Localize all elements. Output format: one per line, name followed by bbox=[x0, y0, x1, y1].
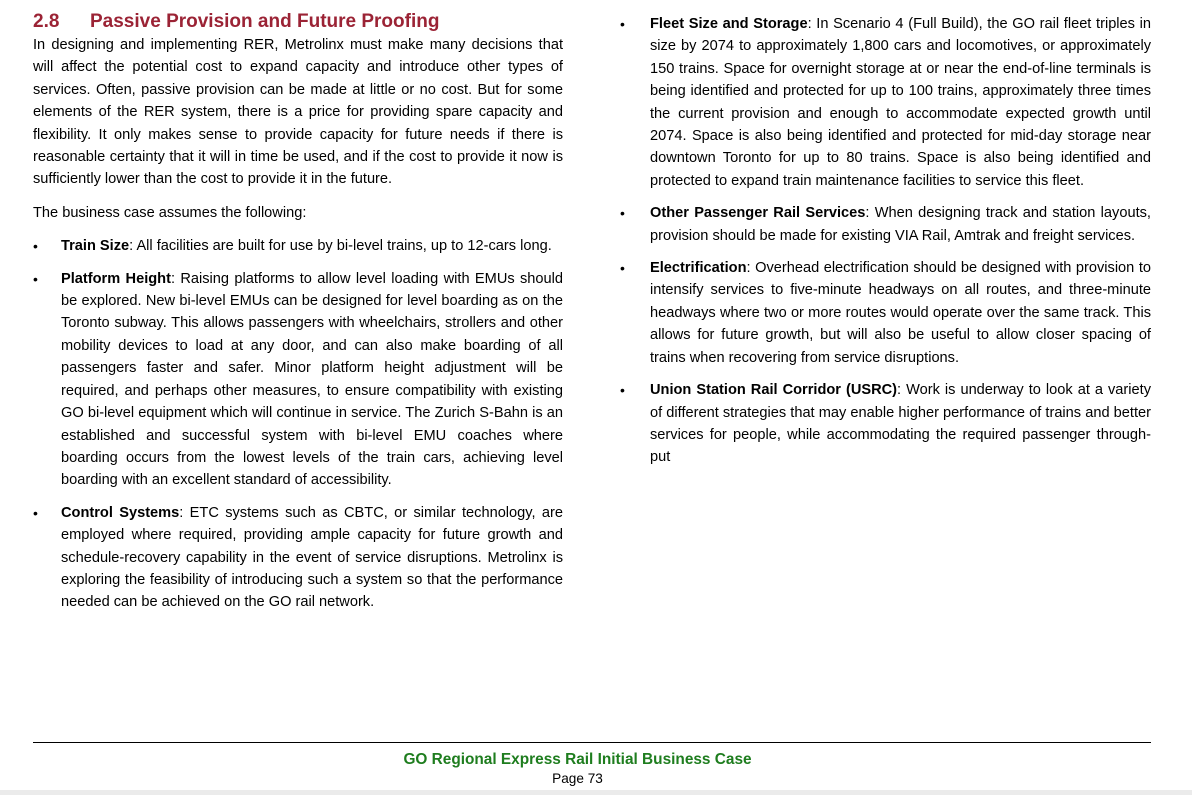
bullet-usrc bbox=[620, 379, 1151, 469]
bullet-platform-height bbox=[33, 268, 563, 492]
bullet-term: Control Systems bbox=[61, 504, 180, 521]
section-heading bbox=[33, 10, 563, 34]
bullet-fleet-size-storage bbox=[620, 13, 1151, 192]
bullet-text: : All facilities are built for use by bi-level trains, up to 12-cars long. bbox=[129, 238, 552, 255]
page-number: Page 73 bbox=[552, 771, 603, 786]
bullet-term: Union Station Rail Corridor (USRC) bbox=[650, 382, 898, 399]
intro-paragraph: In designing and implementing RER, Metrolinx must make many decisions that will affect the potential cost to expand capacity and introduce other types of services. Often, passive provision can be made at little or no cost. But for some elements of the RER system, there is a price for providing spare capacity and flexibility. It only makes sense to provide capacity for future needs if there is reasonable certainty that it will in time be used, and if the cost to provide it now is sufficiently lower than the cost to provide it in the future. bbox=[33, 37, 563, 188]
bullet-dot: • bbox=[620, 205, 625, 222]
section-title: Passive Provision and Future Proofing bbox=[90, 11, 440, 32]
bullet-term: Fleet Size and Storage bbox=[650, 16, 808, 32]
assumptions-intro: The business case assumes the following: bbox=[33, 204, 307, 221]
bullet-text: : When designing track and station layouts, provision should be made for existing VIA Rail, Amtrak and freight services. bbox=[650, 205, 1151, 244]
footer-rule bbox=[33, 742, 1151, 743]
bullet-dot: • bbox=[620, 260, 625, 277]
bullet-dot: • bbox=[33, 504, 38, 521]
bullet-control-systems bbox=[33, 502, 563, 614]
bullet-dot: • bbox=[620, 16, 625, 32]
bullet-electrification bbox=[620, 257, 1151, 369]
bullet-term: Train Size bbox=[61, 238, 130, 255]
bullet-term: Platform Height bbox=[61, 270, 171, 287]
bullet-term: Other Passenger Rail Services bbox=[650, 205, 866, 222]
bullet-train-size bbox=[33, 235, 563, 257]
bullet-text: : ETC systems such as CBTC, or similar technology, are employed where required, providing ample capacity for future growth and schedule-recovery capability in the event of service disruptions. Metrolinx is exploring the feasibility of introducing such a system so that the performance needed can be achieved on the GO rail network. bbox=[61, 504, 563, 611]
bullet-term: Electrification bbox=[650, 260, 747, 277]
bullet-other-passenger-rail bbox=[620, 202, 1151, 247]
page-edge bbox=[0, 790, 1192, 795]
bullet-text: : In Scenario 4 (Full Build), the GO rail fleet triples in size by 2074 to approximately 1,800 cars and locomotives, or approximately 150 trains. Space for overnight storage at or near the end-of-line terminals is being identified and protected for up to 100 trains, approximately three times the current provision and enough to accommodate expected growth until 2074. Space is also being identified and protected for mid-day storage near downtown Toronto for up to 80 trains. Space is also being identified and protected to expand train maintenance facilities to service this fleet. bbox=[650, 16, 1151, 189]
bullet-dot: • bbox=[33, 270, 38, 287]
footer-title: GO Regional Express Rail Initial Business Case bbox=[403, 751, 752, 768]
bullet-text: : Work is underway to look at a variety of different strategies that may enable higher performance of trains and better services for people, while accommodating the required passenger through-put bbox=[650, 382, 1151, 466]
bullet-dot: • bbox=[33, 238, 38, 255]
bullet-dot: • bbox=[620, 382, 625, 399]
bullet-text: : Overhead electrification should be designed with provision to intensify services to five-minute headways on all routes, and three-minute headways where two or more routes would operate over the same track. This allows for future growth, but will also be useful to allow closer spacing of trains when recovering from service disruptions. bbox=[650, 260, 1151, 366]
bullet-text: : Raising platforms to allow level loading with EMUs should be explored. New bi-level EMUs can be designed for level boarding as on the Toronto subway. This allows passengers with wheelchairs, strollers and other mobility devices to load at any door, and can also make boarding of all passengers faster and safer. Minor platform height adjustment will be required, and perhaps other measures, to ensure compatibility with existing GO bi-level equipment which will continue in service. The Zurich S-Bahn is an established and successful system with bi-level EMU coaches where boarding occurs from the lowest levels of the train cars, achieving level boarding with an excellent standard of accessibility. bbox=[61, 270, 564, 489]
left-column bbox=[33, 10, 563, 624]
left-bullet-list bbox=[33, 235, 563, 614]
right-column bbox=[620, 13, 1151, 479]
section-number: 2.8 bbox=[33, 11, 60, 32]
right-bullet-list bbox=[620, 13, 1151, 469]
